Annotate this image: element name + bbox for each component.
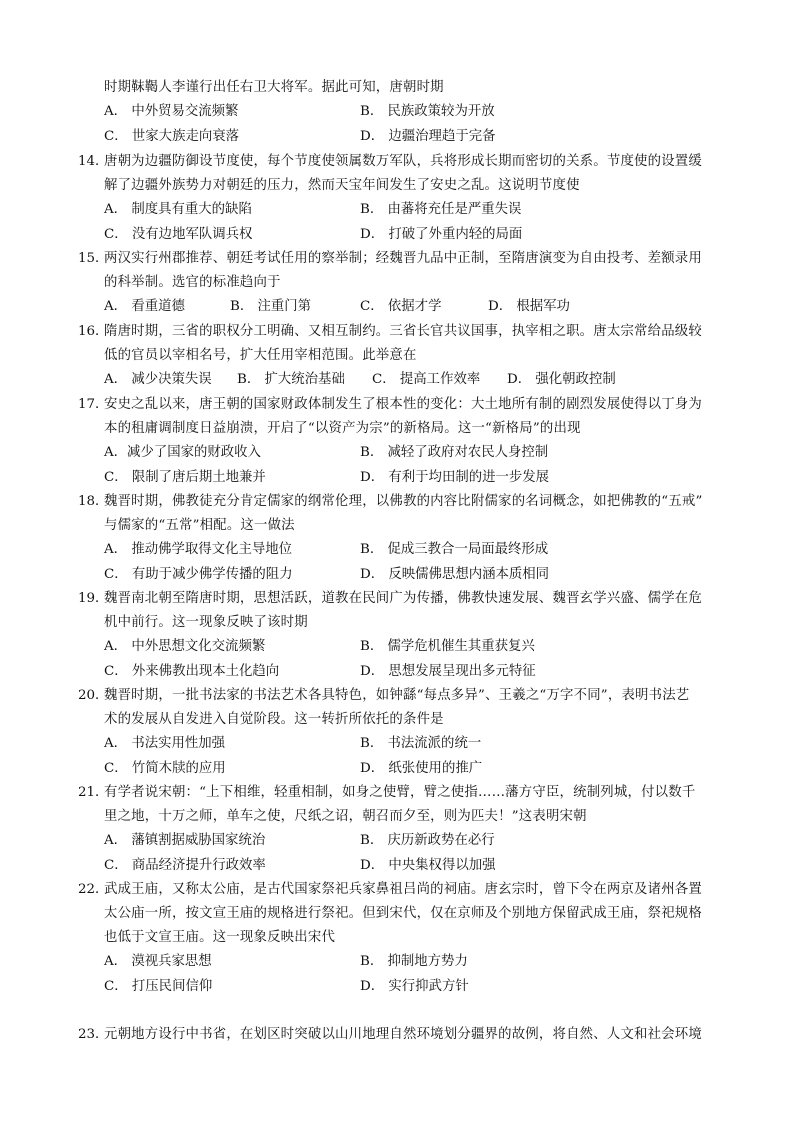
q16-stem-line-2: 低的官员以宰相名号，扩大任用宰相范围。此举意在: [104, 348, 417, 363]
q16-stem-line-1: 隋唐时期，三省的职权分工明确、又相互制约。三省长官共议国事，执宰相之职。唐太宗常给品级较: [104, 324, 702, 339]
q16-number: 16．: [78, 324, 109, 339]
q17-option-c: C． 限制了唐后期土地兼并: [104, 470, 266, 485]
q13-option-c: C． 世家大族走向衰落: [104, 129, 240, 144]
q13-option-a: A． 中外贸易交流频繁: [104, 104, 239, 119]
q21-option-b: B． 庆历新政势在必行: [360, 833, 495, 848]
q15-option-d: D． 根据军功: [488, 299, 570, 314]
q16-option-a: A． 减少决策失误: [104, 372, 212, 387]
q20-option-d: D． 纸张使用的推广: [360, 761, 483, 776]
q16-option-b: B． 扩大统治基础: [237, 372, 345, 387]
q19-option-c: C． 外来佛教出现本土化趋向: [104, 664, 280, 679]
q15-stem-line-1: 两汉实行州郡推荐、朝廷考试任用的察举制；经魏晋九品中正制，至隋唐演变为自由投考、差额录用: [104, 251, 702, 266]
q14-option-a: A． 制度具有重大的缺陷: [104, 202, 252, 217]
q22-option-a: A． 漠视兵家思想: [104, 954, 212, 969]
q21-option-a: A． 藩镇割据威胁国家统治: [104, 833, 266, 848]
q21-option-d: D． 中央集权得以加强: [360, 858, 496, 873]
q21-stem-line-1: 有学者说宋朝：“上下相维，轻重相制，如身之使臂，臂之使指……藩方守臣，统制列城，付以数千: [104, 785, 696, 800]
q18-option-a: A． 推动佛学取得文化主导地位: [104, 542, 293, 557]
q22-option-b: B． 抑制地方势力: [360, 954, 468, 969]
q14-stem-line-2: 解了边疆外族势力对朝廷的压力，然而天宝年间发生了安史之乱。这说明节度使: [104, 178, 580, 193]
q22-stem-line-1: 武成王庙，又称太公庙，是古代国家祭祀兵家鼻祖吕尚的祠庙。唐玄宗时，曾下令在两京及诸州各置: [104, 882, 702, 897]
q17-stem-line-2: 本的租庸调制度日益崩溃，开启了“以资产为宗”的新格局。这一“新格局”的出现: [104, 421, 581, 436]
q22-option-d: D． 实行抑武方针: [360, 979, 469, 994]
q20-option-c: C． 竹简木牍的应用: [104, 761, 226, 776]
q17-option-d: D． 有利于均田制的进一步发展: [360, 470, 550, 485]
q22-stem-line-2: 太公庙一所，按文宣王庙的规格进行祭祀。但到宋代，仅在京师及个别地方保留武成王庙，祭祀规格: [104, 906, 702, 921]
q14-option-b: B． 由蕃将充任是严重失误: [360, 202, 522, 217]
q19-stem-line-2: 机中前行。这一现象反映了该时期: [104, 615, 308, 630]
q16-option-c: C． 提高工作效率: [372, 372, 481, 387]
q18-option-b: B． 促成三教合一局面最终形成: [360, 542, 549, 557]
q21-stem-line-2: 里之地，十万之师，单车之使，尺纸之诏，朝召而夕至，则为匹夫！”这表明宋朝: [104, 809, 587, 824]
q15-option-c: C． 依据才学: [360, 299, 442, 314]
q15-stem-line-2: 的科举制。选官的标准趋向于: [104, 275, 281, 290]
q18-option-c: C． 有助于减少佛学传播的阻力: [104, 567, 293, 582]
q22-number: 22．: [78, 882, 109, 897]
q13-option-d: D． 边疆治理趋于完备: [360, 129, 496, 144]
q14-stem-line-1: 唐朝为边疆防御设节度使，每个节度使领属数万军队，兵将形成长期而密切的关系。节度使的设置缓: [104, 154, 702, 169]
q18-option-d: D． 反映儒佛思想内涵本质相同: [360, 567, 550, 582]
q14-option-d: D． 打破了外重内轻的局面: [360, 227, 523, 242]
q19-stem-line-1: 魏晋南北朝至隋唐时期，思想活跃，道教在民间广为传播，佛教快速发展、魏晋玄学兴盛、儒学在危: [104, 591, 702, 606]
q16-option-d: D． 强化朝政控制: [507, 372, 616, 387]
q14-number: 14．: [78, 154, 109, 169]
q13-option-b: B． 民族政策较为开放: [360, 104, 495, 119]
q23-number: 23．: [78, 1027, 109, 1042]
q21-number: 21．: [78, 785, 109, 800]
q15-number: 15．: [78, 251, 109, 266]
q15-option-a: A． 看重道德: [104, 299, 185, 314]
q18-stem-line-1: 魏晋时期，佛教徒充分肯定儒家的纲常伦理，以佛教的内容比附儒家的名词概念，如把佛教的“五戒”: [104, 494, 703, 509]
q20-option-b: B． 书法流派的统一: [360, 736, 482, 751]
q19-option-d: D． 思想发展呈现出多元特征: [360, 664, 536, 679]
q14-option-c: C． 没有边地军队调兵权: [104, 227, 253, 242]
q20-option-a: A． 书法实用性加强: [104, 736, 226, 751]
q13-stem-line: 时期靺鞨人李谨行出任右卫大将军。据此可知，唐朝时期: [104, 80, 444, 95]
q17-option-a: A．减少了国家的财政收入: [104, 445, 261, 460]
q18-number: 18．: [78, 494, 109, 509]
q17-option-b: B． 减轻了政府对农民人身控制: [360, 445, 549, 460]
q19-option-b: B． 儒学危机催生其重获复兴: [360, 639, 535, 654]
q22-option-c: C． 打压民间信仰: [104, 979, 213, 994]
q15-option-b: B． 注重门第: [230, 299, 312, 314]
q20-stem-line-2: 术的发展从自发进入自觉阶段。这一转折所依托的条件是: [104, 712, 444, 727]
q20-stem-line-1: 魏晋时期，一批书法家的书法艺术各具特色，如钟繇“每点多异”、王羲之“万字不同”，表明书法艺: [104, 688, 690, 703]
q20-number: 20．: [78, 688, 109, 703]
q23-stem-line-1: 元朝地方设行中书省，在划区时突破以山川地理自然环境划分疆界的故例，将自然、人文和社会环境: [104, 1027, 702, 1042]
q19-number: 19．: [78, 591, 109, 606]
q19-option-a: A． 中外思想文化交流频繁: [104, 639, 266, 654]
q18-stem-line-2: 与儒家的“五常”相配。这一做法: [104, 518, 295, 533]
q22-stem-line-3: 也低于文宣王庙。这一现象反映出宋代: [104, 930, 336, 945]
q21-option-c: C． 商品经济提升行政效率: [104, 858, 266, 873]
q17-number: 17．: [78, 397, 109, 412]
q17-stem-line-1: 安史之乱以来，唐王朝的国家财政体制发生了根本性的变化：大土地所有制的剧烈发展使得以丁身为: [104, 397, 702, 412]
